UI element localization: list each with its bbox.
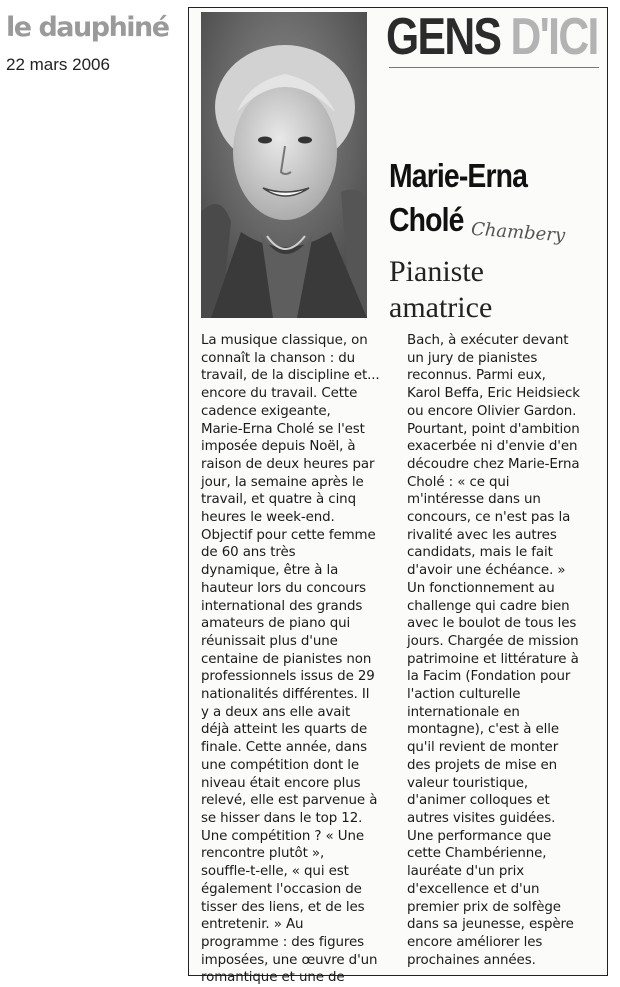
article-text-line: internationale en [407, 704, 520, 720]
subtitle-line: Pianiste [389, 255, 484, 288]
article-text-line: concours, ce n'est pas la [407, 510, 571, 526]
article-text-line: raison de deux heures par [201, 456, 375, 472]
article-text-line: programme : des figures [201, 934, 364, 950]
article-text-line: La musique classique, on [201, 333, 368, 348]
article-text-line: relevé, elle est parvenue à [201, 793, 378, 809]
article-text-line: dans sa jeunesse, espère [407, 917, 574, 933]
article-text-line: entretenir. » Au [201, 917, 304, 933]
article-text-line: patrimoine et littérature à [407, 651, 579, 667]
article-text-line: jours. Chargée de mission [407, 633, 579, 649]
article-text-line: un jury de pianistes [407, 350, 538, 366]
article-text-line: une compétition dont le [201, 757, 360, 773]
article-text-line: Cholé : « ce qui [407, 474, 510, 490]
article-text-line: premier prix de solfège [407, 899, 561, 915]
article-text-line: réunissait plus d'une [201, 633, 338, 649]
article-text-line: la Facim (Fondation pour [407, 669, 571, 685]
subtitle-line: amatrice [389, 291, 493, 324]
article-text-line: encore améliorer les [407, 934, 543, 950]
article-text-line: connaît la chanson : du [201, 350, 356, 366]
headline-line: Marie-Erna [389, 157, 528, 194]
section-rubric [386, 8, 598, 66]
handwritten-annotation: Chambery [470, 218, 566, 247]
article-text-line: m'intéresse dans un [407, 492, 541, 508]
article-text-line: découdre chez Marie-Erna [407, 456, 580, 472]
portrait-image [201, 12, 367, 318]
rubric-divider [389, 67, 599, 68]
rubric-word-dici: D'ICI [510, 8, 598, 66]
article-text-line: professionnels issus de 29 [201, 669, 375, 685]
publication-date: 22 mars 2006 [6, 55, 110, 74]
article-text-line: travail, de la discipline et... [201, 368, 380, 384]
article-text-line: challenge qui cadre bien [407, 598, 570, 614]
article-text-line: y a deux ans elle avait [201, 704, 351, 720]
article-text-line: avec le boulot de tous les [407, 616, 577, 632]
article-text-line: travail, et quatre à cinq [201, 492, 356, 508]
article-text-line: nationalités différentes. Il [201, 687, 370, 703]
article-text-line: dynamique, être à la [201, 563, 339, 579]
article-text-line: reconnus. Parmi eux, [407, 368, 546, 384]
article-text-line: amateurs de piano qui [201, 616, 351, 632]
article-text-line: l'action culturelle [407, 687, 521, 703]
article-text-line: jour, la semaine après le [201, 474, 364, 490]
article-text-line: tisser des liens, et de les [201, 899, 365, 915]
article-text-line: Une performance que [407, 828, 552, 844]
article-text-line: Une compétition ? « Une [201, 828, 365, 844]
article-text-line: Bach, à exécuter devant [407, 333, 569, 348]
article-text-line: d'avoir une échéance. » [407, 563, 566, 579]
article-text-line: se hisser dans le top 12. [201, 810, 363, 826]
article-text-line: d'excellence et d'un [407, 881, 540, 897]
article-text-line: imposées, une œuvre d'un [201, 952, 378, 968]
article-text-line: centaine de pianistes non [201, 651, 372, 667]
article-text-line: lauréate d'un prix [407, 864, 525, 880]
article-text-line: Marie-Erna Cholé se l'est [201, 421, 365, 437]
article-text-line: Pourtant, point d'ambition [407, 421, 580, 437]
article-text-line: souffle-t-elle, « qui est [201, 864, 349, 880]
article-text-line: cette Chambérienne, [407, 846, 547, 862]
article-text-line: Un fonctionnement au [407, 580, 555, 596]
article-column-2 [407, 332, 603, 972]
article-text-line: Karol Beffa, Eric Heidsieck [407, 386, 580, 402]
article-text-line: imposée depuis Noël, à [201, 439, 356, 455]
article-text-line: autres visites guidées. [407, 810, 556, 826]
article-text-line: Objectif pour cette femme [201, 527, 376, 543]
article-text-line: international des grands [201, 598, 363, 614]
article-text-line: exacerbée ni d'envie d'en [407, 439, 578, 455]
article-text-line: encore du travail. Cette [201, 386, 358, 402]
article-subtitle [389, 254, 599, 326]
article-text-line: qu'il revient de monter [407, 740, 559, 756]
article-column-1 [201, 332, 397, 986]
article-text-line: niveau était encore plus [201, 775, 361, 791]
article-text-line: déjà atteint les quarts de [201, 722, 368, 738]
article-text-line: prochaines années. [407, 952, 536, 968]
article-text-line: rencontre plutôt », [201, 846, 325, 862]
newspaper-logo: le dauphiné [6, 12, 169, 43]
article-text-line: de 60 ans très [201, 545, 296, 561]
article-text-line: hauteur lors du concours [201, 580, 366, 596]
article-text-line: valeur touristique, [407, 775, 529, 791]
article-text-line: des projets de mise en [407, 757, 558, 773]
article-text-line: cadence exigeante, [201, 403, 331, 419]
article-text-line: également l'occasion de [201, 881, 362, 897]
portrait-photo [201, 12, 367, 318]
article-text-line: heures le week-end. [201, 510, 335, 526]
article-text-line: d'animer colloques et [407, 793, 550, 809]
article-text-line: finale. Cette année, dans [201, 740, 368, 756]
article-text-line: romantique et une de [201, 970, 345, 986]
newspaper-clipping [188, 7, 608, 986]
rubric-word-gens: GENS [386, 8, 501, 66]
article-text-line: candidats, mais le fait [407, 545, 553, 561]
headline-line: Cholé [389, 201, 464, 238]
article-text-line: rivalité avec les autres [407, 527, 557, 543]
article-text-line: montagne), c'est à elle [407, 722, 559, 738]
article-text-line: ou encore Olivier Gardon. [407, 403, 577, 419]
